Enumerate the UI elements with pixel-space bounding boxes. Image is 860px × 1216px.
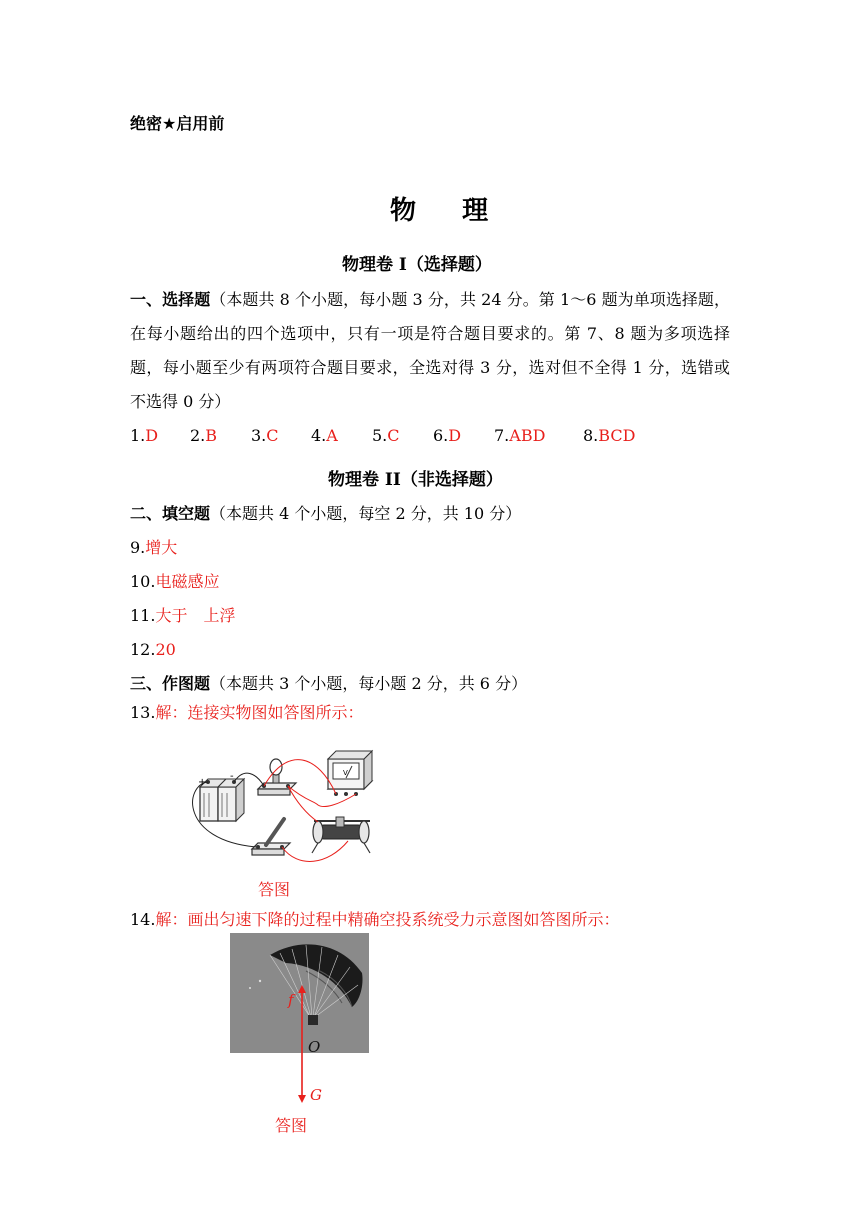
battery-icon — [200, 779, 244, 821]
q13-line: 13.解：连接实物图如答图所示： — [130, 703, 364, 722]
gravity-arrowhead — [298, 1095, 306, 1103]
fill-item-12: 12.20 — [130, 640, 176, 659]
answer-3: 3.C — [251, 426, 279, 445]
section3-label: 三、作图题 — [130, 674, 211, 693]
section1-paragraph — [130, 283, 730, 419]
voltmeter-label: V — [343, 769, 348, 777]
parachute-force-diagram — [230, 933, 370, 1108]
title-char-1: 物 — [390, 196, 419, 226]
q14-line: 14.解：画出匀速下降的过程中精确空投系统受力示意图如答图所示： — [130, 910, 620, 929]
fill-item-11: 11.大于 上浮 — [130, 606, 236, 625]
force-label-g: G — [310, 1086, 322, 1104]
center-label-o: O — [308, 1038, 321, 1056]
answer-7: 7.ABD — [494, 426, 546, 445]
section2-label: 二、填空题 — [130, 504, 211, 523]
answer-4: 4.A — [311, 426, 338, 445]
battery-plus-label: + — [198, 777, 207, 788]
voltmeter-icon — [328, 751, 372, 796]
section2-desc: （本题共 4 个小题，每空 2 分，共 10 分） — [210, 504, 522, 523]
q14-caption: 答图 — [275, 1116, 308, 1135]
part2-heading: 物理卷 II（非选择题） — [328, 470, 503, 490]
fill-item-9: 9.增大 — [130, 538, 178, 557]
rheostat-icon — [312, 817, 370, 853]
answer-1: 1.D — [130, 426, 159, 445]
q13-caption: 答图 — [258, 880, 291, 899]
confidential-label: 绝密★启用前 — [130, 114, 225, 133]
answer-2: 2.B — [190, 426, 218, 445]
force-label-f: f — [288, 991, 294, 1009]
section3-desc: （本题共 3 个小题，每小题 2 分，共 6 分） — [210, 674, 528, 693]
section2-line — [130, 504, 521, 524]
section1-label: 一、选择题 — [130, 290, 211, 309]
battery-minus-label: - — [230, 771, 234, 782]
answer-5: 5.C — [372, 426, 400, 445]
answer-6: 6.D — [433, 426, 462, 445]
section1-desc: （本题共 8 个小题，每小题 3 分，共 24 分。第 1～6 题为单项选择题，在每小题给出的四个选项中，只有一项是符合题目要求的。第 7、8 题为多项选择题，每小题至少有两项符合题目要求，全选对得 3 分，选对但不全得 1 分，选错或不选得 0 分） — [130, 290, 730, 411]
page-title — [390, 190, 490, 227]
title-char-2: 理 — [462, 196, 491, 226]
fill-item-10: 10.电磁感应 — [130, 572, 220, 591]
section3-line — [130, 674, 527, 694]
answer-8: 8.BCD — [583, 426, 636, 445]
circuit-diagram — [178, 745, 378, 870]
part1-heading: 物理卷 I（选择题） — [342, 255, 492, 275]
